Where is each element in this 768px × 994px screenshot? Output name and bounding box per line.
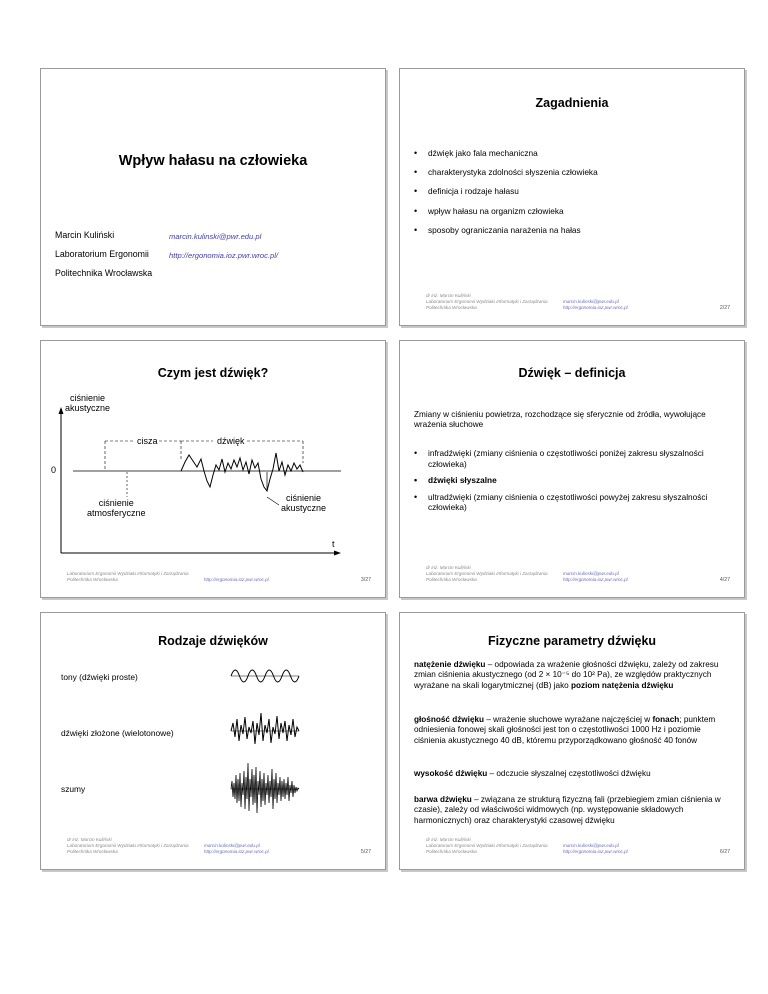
slide-title: Fizyczne parametry dźwięku	[487, 634, 657, 648]
y-axis-label: ciśnienie akustyczne	[65, 393, 111, 413]
silence-label: cisza	[137, 436, 158, 446]
list-item: • wpływ hałasu na organizm człowieka	[414, 206, 730, 217]
topics-list	[414, 148, 730, 235]
list-item: • dźwięki słyszalne	[414, 475, 730, 486]
atmospheric-pressure-label: ciśnienie atmosferyczne	[87, 498, 146, 518]
list-item: • dźwięk jako fala mechaniczna	[414, 148, 730, 159]
footer-links: http://ergonomia.ioz.pwr.wroc.pl	[204, 577, 269, 582]
footer-left: dr inż. Marcin Kuliński Laboratorium Ergonomii Wydziału Informatyki i Zarządzania Politechnika Wrocławska	[426, 565, 548, 582]
university-name: Politechnika Wrocławska	[55, 268, 153, 278]
page-number: 2/27	[719, 305, 730, 311]
presentation-title: Wpływ hałasu na człowieka	[118, 153, 308, 169]
list-item: • definicja i rodzaje hałasu	[414, 186, 730, 197]
sound-label: dźwięk	[217, 436, 245, 446]
slide-what-is-sound	[40, 340, 386, 598]
page-number: 6/27	[719, 849, 730, 855]
footer-left: Laboratorium Ergonomii Wydziału Informatyki i Zarządzania Politechnika Wrocławska	[67, 571, 189, 582]
footer-links: marcin.kulinski@pwr.edu.pl http://ergonomia.ioz.pwr.wroc.pl	[563, 299, 628, 310]
noise-wave	[231, 763, 299, 813]
time-axis-label: t	[332, 539, 335, 549]
author-name: Marcin Kuliński	[55, 230, 115, 240]
param-intensity: natężenie dźwięku – odpowiada za wrażenie głośności dźwięku, zależy od zakresu zmian ciśnienia akustycznego (od 2 × 10⁻⁵ do 10² Pa), ze względów praktycznych wyrażane na skali logarytmicznej (dB) jako poziom natężenia dźwięku	[414, 660, 719, 690]
footer-links: marcin.kulinski@pwr.edu.pl http://ergonomia.ioz.pwr.wroc.pl	[563, 843, 628, 854]
type-label-tones: tony (dźwięki proste)	[61, 672, 138, 682]
footer-links: marcin.kulinski@pwr.edu.pl http://ergonomia.ioz.pwr.wroc.pl	[204, 843, 269, 854]
slide-physical-parameters	[399, 612, 745, 870]
slide-sound-definition	[399, 340, 745, 598]
param-loudness: głośność dźwięku – wrażenie słuchowe wyrażane najczęściej w fonach; punktem odniesienia fonowej skali głośności jest ton o częstotliwości 1000 Hz i poziomie ciśnienia akustycznego 40 dB, któremu przyporządkowano głośność 40 fonów	[414, 715, 716, 745]
zero-label: 0	[51, 465, 57, 475]
sound-pressure-diagram	[41, 341, 385, 597]
waveforms-figure	[41, 613, 385, 869]
slide-title	[40, 68, 386, 326]
footer-links: marcin.kulinski@pwr.edu.pl http://ergonomia.ioz.pwr.wroc.pl	[563, 571, 628, 582]
slide-title: Rodzaje dźwięków	[158, 634, 268, 648]
author-email-link[interactable]: marcin.kulinski@pwr.edu.pl	[169, 232, 262, 241]
page-number: 4/27	[719, 577, 730, 583]
list-item: • sposoby ograniczania narażenia na hałas	[414, 225, 730, 236]
complex-wave	[231, 713, 299, 744]
type-label-noise: szumy	[61, 784, 86, 794]
slide-sound-types	[40, 612, 386, 870]
lab-url-link[interactable]: http://ergonomia.ioz.pwr.wroc.pl/	[169, 251, 279, 260]
param-timbre: barwa dźwięku – związana ze strukturą fizyczną fali (przebiegiem zmian ciśnienia w czasie), zależy od właściwości widmowych (np. występowanie składowych harmonicznych) oraz charakterystyki czasowej dźwięku	[414, 795, 721, 825]
footer-left: dr inż. Marcin Kuliński Laboratorium Ergonomii Wydziału Informatyki i Zarządzania Politechnika Wrocławska	[67, 837, 189, 854]
footer-left: dr inż. Marcin Kuliński Laboratorium Ergonomii Wydziału Informatyki i Zarządzania Politechnika Wrocławska	[426, 837, 548, 854]
list-item: • infradźwięki (zmiany ciśnienia o częstotliwości poniżej zakresu słyszalności człowieka)	[414, 448, 730, 469]
slide-title: Zagadnienia	[535, 96, 609, 110]
slide-title: Dźwięk – definicja	[518, 366, 626, 380]
footer-left: dr inż. Marcin Kuliński Laboratorium Ergonomii Wydziału Informatyki i Zarządzania Politechnika Wrocławska	[426, 293, 548, 310]
sound-categories-list	[414, 448, 730, 513]
type-label-complex: dźwięki złożone (wielotonowe)	[61, 728, 174, 738]
param-pitch: wysokość dźwięku – odczucie słyszalnej częstotliwości dźwięku	[414, 769, 651, 778]
definition-text: Zmiany w ciśnieniu powietrza, rozchodzące się sferycznie od źródła, wywołujące wrażenia słuchowe	[414, 410, 706, 430]
list-item: • ultradźwięki (zmiany ciśnienia o częstotliwości powyżej zakresu słyszalności człowieka)	[414, 492, 730, 513]
acoustic-pressure-label: ciśnienie akustyczne	[281, 493, 327, 513]
lab-name: Laboratorium Ergonomii	[55, 249, 149, 259]
list-item: • charakterystyka zdolności słyszenia człowieka	[414, 167, 730, 178]
slide-topics	[399, 68, 745, 326]
page-number: 3/27	[360, 577, 371, 583]
page-number: 5/27	[360, 849, 371, 855]
slide-title: Czym jest dźwięk?	[157, 366, 269, 380]
